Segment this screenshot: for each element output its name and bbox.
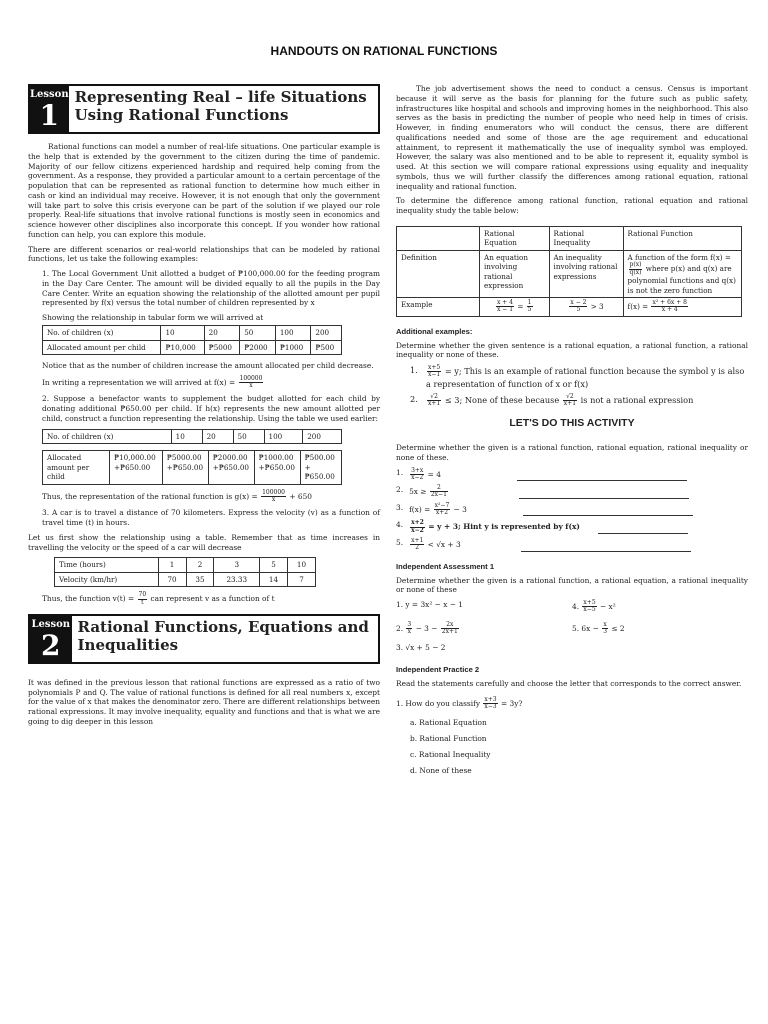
lesson-1-banner [28, 84, 380, 134]
table-cell: ₱5000 [204, 340, 240, 355]
table-row [397, 298, 742, 317]
activity-item-1-expr [409, 468, 441, 482]
ineq-example-fraction [569, 300, 587, 314]
table-cell: 10 [161, 326, 204, 341]
item-number: 3. [396, 502, 404, 512]
act2-fraction [430, 485, 448, 499]
lesson-1-tab [30, 86, 69, 132]
ip-q-lead: 1. How do you classify [396, 698, 481, 708]
table-cell [623, 298, 741, 317]
fraction-denominator: 5 [576, 306, 581, 314]
ia5-fraction [602, 622, 608, 636]
item-number: 2. [396, 485, 404, 495]
assessment-item-2 [396, 622, 572, 636]
right-column [396, 84, 748, 782]
example-2-tail: + 650 [289, 491, 313, 501]
table-cell: 3 [214, 558, 260, 573]
activity-item-3 [396, 503, 748, 517]
lesson-1-number: 1 [39, 99, 60, 133]
item-number: 2. [410, 393, 418, 404]
independent-assessment-instructions: Determine whether the given is a rational function, a rational equation, a rational inequality or none of these [396, 575, 748, 595]
independent-practice-instructions: Read the statements carefully and choose the letter that corresponds to the correct answer. [396, 679, 742, 689]
additional-examples-heading: Additional examples: [396, 326, 473, 336]
choice-b[interactable]: b. Rational Function [410, 734, 487, 744]
add2-fraction [427, 394, 441, 408]
table-cell: No. of children (x) [43, 429, 172, 444]
example-3-function [28, 592, 380, 606]
ia2-fraction-2 [441, 622, 459, 636]
item-number: 1. [410, 365, 418, 376]
fraction-numerator: x+1 [411, 536, 424, 544]
fraction-numerator: p(x) [629, 261, 642, 269]
table-cell: 50 [240, 326, 276, 341]
table-cell: Definition [397, 250, 480, 297]
act1-tail: = 4 [427, 469, 441, 479]
fraction-denominator: 2 [415, 544, 420, 552]
table-cell: An inequality involving rational expressions [549, 250, 623, 297]
table-cell: 14 [260, 572, 288, 587]
table-cell: 20 [202, 429, 233, 444]
ia5-tail: ≤ 2 [611, 623, 625, 633]
table-cell: Allocated amount per child [43, 451, 110, 485]
table-cell: 200 [303, 429, 342, 444]
table-cell: 20 [204, 326, 240, 341]
table-cell [480, 298, 550, 317]
activity-item-5-expr [409, 538, 461, 552]
fraction-denominator: 3 [603, 628, 608, 635]
fraction-numerator: 3 [407, 620, 412, 628]
left-column [28, 84, 380, 732]
example-3-thus: Thus, the function v(t) = [42, 594, 135, 604]
choice-a[interactable]: a. Rational Equation [410, 718, 487, 728]
ip-q-fraction [483, 697, 497, 711]
table-row [43, 340, 342, 355]
example-1-notice: Notice that as the number of children increase the amount allocated per child decrease. [42, 361, 374, 370]
example-3-text: 3. A car is to travel a distance of 70 kilometers. Express the velocity (v) as a function of travel time (t) in hours. [42, 508, 380, 528]
table-cell: 100 [264, 429, 303, 444]
example-1-text: 1. The Local Government Unit allotted a budget of ₱100,000.00 for the feeding program in the Day Care Center. The amount will be divided equally to all the pupils in the Day Care Center. Write an equation showing the relationship of the allotted amount per pupil represented by f(x) versus the total number of children represented by x [42, 269, 380, 308]
ineq-example-tail: > 3 [590, 301, 604, 311]
ia2-fraction [406, 622, 412, 636]
example-2-function [28, 490, 380, 504]
ia5-lead: 5. 6x − [572, 623, 599, 633]
lesson-1-title: Representing Real – life Situations Using Rational Functions [74, 88, 367, 125]
fraction-numerator: x + 4 [497, 299, 514, 307]
ia2-lead: 2. [396, 623, 404, 633]
fraction-denominator: x+1 [563, 399, 577, 407]
fraction-denominator: q(x) [629, 268, 642, 276]
table-cell: An equation involving rational expression [480, 250, 550, 297]
act2-lead: 5x ≥ [409, 486, 427, 496]
additional-example-1-body [426, 365, 748, 389]
ia4-tail: − x² [600, 601, 616, 611]
activity-item-2-expr [409, 485, 449, 499]
fraction-denominator: 5 [527, 306, 532, 314]
fraction-numerator: x² + 6x + 8 [652, 299, 687, 307]
fraction-numerator: √2 [427, 394, 441, 401]
table-cell: No. of children (x) [43, 326, 161, 341]
fraction-numerator: x [603, 620, 607, 628]
table-header: Rational Equation [480, 226, 550, 250]
table-cell: Allocated amount per child [43, 340, 161, 355]
table-cell [623, 250, 741, 297]
table-cell: 5 [260, 558, 288, 573]
activity-item-5 [396, 538, 748, 552]
velocity-time-table [54, 557, 316, 587]
act4-tail: = y + 3; Hint y is represented by f(x) [428, 522, 580, 532]
eq-example-fraction [496, 300, 514, 314]
fraction-numerator: 100000 [239, 374, 263, 382]
independent-practice-heading: Independent Practice 2 [396, 665, 480, 675]
answer-blank[interactable] [519, 485, 689, 499]
activity-item-4-expr [409, 520, 580, 534]
fraction-denominator: x+1 [428, 399, 441, 407]
table-cell: ₱2000 [240, 340, 276, 355]
act4-fraction [410, 520, 425, 534]
fraction-denominator: x−5 [583, 606, 596, 614]
practice-question-1 [396, 697, 748, 711]
act3-tail: − 3 [453, 504, 467, 514]
act5-fraction [410, 538, 424, 552]
table-cell: ₱500.00 +₱650.00 [300, 451, 341, 485]
add2-mid: ≤ 3; None of these because [444, 394, 560, 405]
lesson-2-number: 2 [41, 629, 61, 663]
add2-fraction-2 [563, 394, 577, 408]
answer-blank[interactable] [523, 503, 693, 517]
additional-example-1 [410, 365, 748, 389]
activity-title: LET'S DO THIS ACTIVITY [509, 417, 635, 430]
fn-example-lead: f(x) = [627, 301, 649, 311]
table-header [397, 226, 480, 250]
fraction-numerator: 70 [138, 591, 147, 599]
table-cell: ₱10,000.00 +₱650.00 [110, 451, 163, 485]
answer-blank[interactable] [521, 538, 691, 552]
fraction-numerator: x+3 [484, 695, 497, 703]
ia2-mid: − 3 − [415, 623, 438, 633]
table-cell: ₱1000.00 +₱650.00 [254, 451, 300, 485]
table-cell: 23.33 [214, 572, 260, 587]
table-cell: 7 [287, 572, 315, 587]
assessment-item-5 [572, 622, 748, 636]
table-cell: 50 [233, 429, 264, 444]
fraction-numerator: 100000 [262, 488, 285, 496]
ia4-fraction [582, 600, 596, 614]
eq-example-mid: = [517, 301, 524, 311]
fraction-numerator: √2 [563, 394, 577, 401]
assessment-item-3: 3. √x + 5 − 2 [396, 643, 446, 653]
example-2-fraction [261, 490, 286, 504]
fraction-denominator: x−3 [484, 703, 497, 711]
fraction-denominator: x+2 [435, 509, 449, 517]
table-cell: ₱500 [311, 340, 342, 355]
assessment-item-1: 1. y = 3x² − x − 1 [396, 600, 463, 610]
example-1-repr-text: In writing a representation we will arrived at f(x) = [42, 377, 236, 387]
table-cell [549, 298, 623, 317]
table-cell: 1 [158, 558, 186, 573]
table-cell: ₱1000 [275, 340, 311, 355]
lesson-1-intro: Rational functions can model a number of real-life situations. One particular example is the help that is extended by the government to the citizen during the time of pandemic. Majority of our fellow citizens experienced hardship and required help coming from the government. As a response, they provided a particular amount to a certain percentage of the population that can be represented as rational function to determine how much either in cash or kind an individual may receive. However, it is not enough that only the government will take part to solve this crisis everyone can be part of the solution if we played our role properly. Real-life situations that involve rational functions is mostly seen in economics and science however other disciplines also incorporate this concept. If you wonder how rational function can help, you can explore this module. [28, 141, 380, 239]
fraction-numerator: x − 2 [570, 299, 587, 307]
page-title: HANDOUTS ON RATIONAL FUNCTIONS [270, 44, 498, 58]
fraction-denominator: t [141, 598, 144, 606]
fraction-numerator: 1 [527, 299, 532, 307]
fraction-numerator: x+5 [428, 364, 441, 372]
fraction-denominator: x − 1 [497, 306, 514, 314]
lesson-2-title: Rational Functions, Equations and Inequalities [77, 617, 369, 655]
fraction-denominator: x [407, 628, 412, 635]
lesson-2-word: Lesson [31, 618, 71, 630]
independent-assessment-heading: Independent Assessment 1 [396, 561, 495, 571]
fraction-numerator: x²−7 [434, 501, 450, 509]
lesson-2-banner [28, 614, 380, 664]
example-1-table-caption: Showing the relationship in tabular form we will arrived at [42, 313, 264, 323]
lesson-2-intro: It was defined in the previous lesson that rational functions are expressed as a ratio of two polynomials P and Q. The value of rational functions is defined for all real numbers x, except for the value of x that makes the denominator zero. There are different relationships between rational expressions. It may involve inequality, equality and functions and that is what we are going to dig deeper in this lesson [28, 677, 380, 726]
add1-fraction [427, 365, 441, 379]
table-row [397, 226, 742, 250]
children-count-table [42, 429, 342, 445]
example-2-thus: Thus, the representation of the rational function is g(x) = [42, 491, 258, 501]
lesson-2-tab [30, 616, 72, 662]
choice-d[interactable]: d. None of these [410, 765, 472, 775]
comparison-lead: To determine the difference among rational function, rational equation and rational inequality study the table below: [396, 196, 748, 216]
fraction-denominator: 2x+1 [441, 628, 458, 635]
additional-examples-instructions: Determine whether the given sentence is a rational equation, a rational function, a rational inequality or none of these. [396, 340, 748, 360]
children-allocation-table [42, 325, 342, 355]
act3-lead: f(x) = [409, 504, 431, 514]
activity-item-2 [396, 485, 748, 499]
table-cell: 2 [186, 558, 214, 573]
fraction-numerator: 2x [441, 622, 459, 629]
table-cell: Example [397, 298, 480, 317]
answer-blank[interactable] [517, 468, 687, 482]
table-cell: 10 [287, 558, 315, 573]
example-3-fraction [138, 592, 148, 606]
fraction-numerator: x+2 [411, 519, 424, 527]
fraction-numerator: 2 [430, 485, 448, 492]
table-header: Rational Function [623, 226, 741, 250]
table-cell: Time (hours) [55, 558, 159, 573]
additional-example-2-body [426, 394, 693, 408]
table-cell: ₱10,000 [161, 340, 204, 355]
eq-example-fraction-2 [527, 300, 533, 314]
example-3-tail: can represent v as a function of t [150, 594, 275, 604]
table-cell: Velocity (km/hr) [55, 572, 159, 587]
act5-tail: < √x + 3 [427, 539, 461, 549]
supplemented-allocation-table [42, 450, 342, 485]
table-header: Rational Inequality [549, 226, 623, 250]
fraction-denominator: x + 4 [661, 306, 678, 314]
assessment-item-4 [572, 600, 748, 614]
table-cell: 70 [158, 572, 186, 587]
table-row [55, 572, 316, 587]
activity-item-1 [396, 468, 748, 482]
act1-fraction [410, 468, 424, 482]
act3-fraction [434, 503, 451, 517]
table-row [43, 451, 342, 485]
lesson-1-word: Lesson [30, 89, 69, 100]
fraction-denominator: x−2 [411, 526, 424, 534]
fraction-numerator: x+5 [583, 599, 596, 607]
table-row [55, 558, 316, 573]
item-number: 1. [396, 467, 404, 477]
fn-example-fraction [651, 300, 688, 314]
def-fn-lead: A function of the form f(x) = [627, 252, 731, 262]
item-number: 4. [396, 520, 404, 530]
lesson-1-scenarios: There are different scenarios or real-world relationships that can be modeled by rational functions, let us take the following examples: [28, 244, 380, 264]
example-3-lead: Let us first show the relationship using a table. Remember that as time increases in travelling the velocity or the speed of a car will decrease [28, 532, 380, 552]
table-cell: 10 [171, 429, 202, 444]
table-row [43, 326, 342, 341]
activity-item-4 [396, 520, 748, 534]
fraction-denominator: x−2 [411, 473, 424, 481]
fraction-denominator: x [271, 495, 276, 503]
activity-instructions: Determine whether the given is a rational function, rational equation, rational inequality or none of these. [396, 443, 748, 462]
add2-tail: is not a rational expression [580, 394, 694, 405]
table-cell: 200 [311, 326, 342, 341]
table-cell: ₱2000.00 +₱650.00 [208, 451, 254, 485]
activity-item-3-expr [409, 503, 467, 517]
def-fn-tail: where p(x) and q(x) are polynomial functions and q(x) is not the zero function [627, 264, 736, 295]
table-row [43, 429, 342, 444]
table-cell: ₱5000.00 +₱650.00 [162, 451, 208, 485]
example-1-fraction [239, 376, 264, 390]
fraction-denominator: 2x−1 [430, 491, 447, 499]
fraction-denominator: x−1 [428, 371, 441, 379]
choice-c[interactable]: c. Rational Inequality [410, 749, 491, 759]
item-number: 5. [396, 537, 404, 547]
census-paragraph: The job advertisement shows the need to conduct a census. Census is important because it will serve as the basis for planning for the future such as public safety, infrastructures like hospital and schools and improving homes in the neighborhood. This also serves as the basis in predicting the number of people who need help in times of crisis. However, in finding enumerators who will conduct the census, there are different qualifications needed and some of those are the age requirement and educational attainment, to represent it mathematically the use of inequality symbol was employed. However, the salary was also mentioned and to be able to represent it, equality symbol is used. At this section we will compare rational expressions using equality and inequality symbols, thus we will further classify the differences among rational equation, rational inequality and rational function. [396, 84, 748, 191]
table-cell: 100 [275, 326, 311, 341]
fraction-denominator: x [249, 382, 253, 390]
answer-blank[interactable] [598, 520, 688, 534]
def-fn-fraction [629, 262, 643, 276]
example-1-representation [28, 376, 380, 390]
fraction-numerator: 3+x [411, 466, 424, 474]
independent-assessment-items [396, 600, 748, 653]
comparison-table [396, 226, 742, 317]
add1-text: = y; This is an example of rational function because the symbol y is also a representation of function of x or f(x) [426, 365, 745, 389]
table-row [397, 250, 742, 297]
ip-q-tail: = 3y? [500, 698, 523, 708]
ia4-lead: 4. [572, 601, 580, 611]
table-cell: 35 [186, 572, 214, 587]
example-2-text: 2. Suppose a benefactor wants to supplement the budget allotted for each child by donating additional ₱650.00 per child. If h(x) represents the new amount allotted per child, construct a function representing the relationship. Using the table we used earlier: [42, 394, 380, 423]
additional-example-2 [410, 394, 748, 408]
